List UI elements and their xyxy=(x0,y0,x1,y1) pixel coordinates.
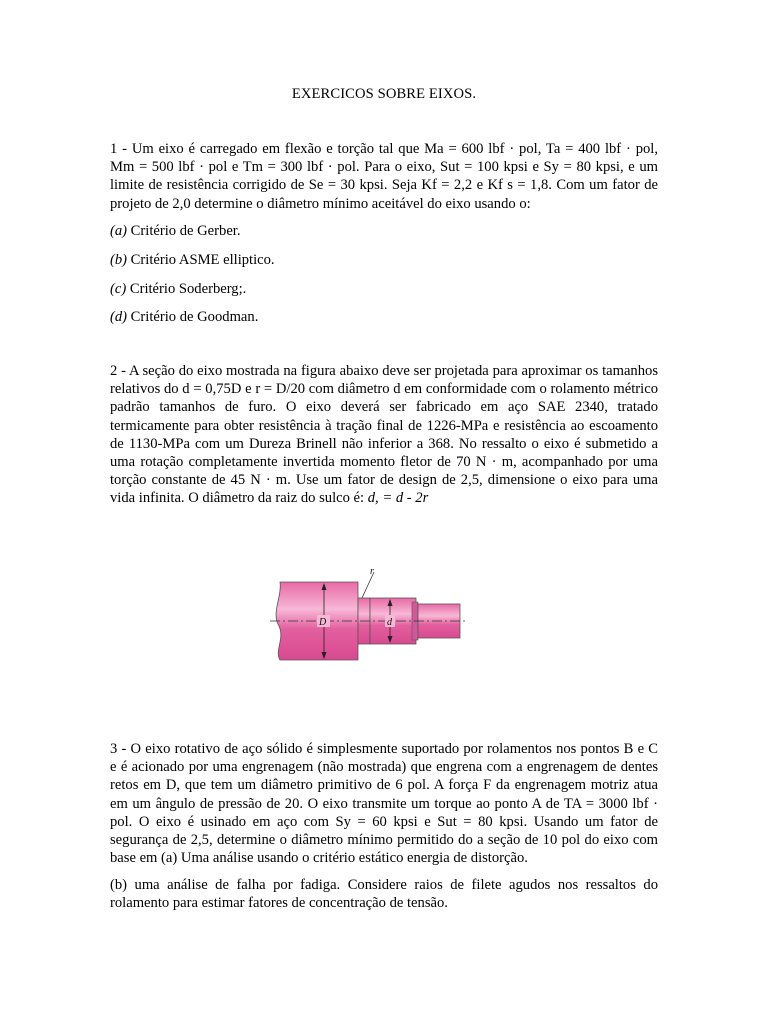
q1-option-b-text: Critério ASME elliptico. xyxy=(127,252,275,268)
q1-option-d-text: Critério de Goodman. xyxy=(127,309,259,325)
question-2-text xyxy=(110,362,658,508)
label-d: d xyxy=(387,617,392,628)
q1-option-d xyxy=(110,308,658,326)
shaft-diagram xyxy=(266,564,470,670)
question-3-text: 3 - O eixo rotativo de aço sólido é simplesmente suportado por rolamentos nos pontos B e C e é acionado por uma engrenagem (não mostrada) que engrena com a engrenagem de dentes retos em D, que tem um diâmetro primitivo de 6 pol. A força F da engrenagem motriz atua em um ângulo de pressão de 20. O eixo transmite um torque ao ponto A de TA = 3000 lbf · pol. O eixo é usinado em aço com Sy = 60 kpsi e Sut = 80 kpsi. Usando um fator de segurança de 2,5, determine o diâmetro mínimo permitido do a seção de 10 pol do eixo com base em (a) Uma análise usando o critério estático energia de distorção. xyxy=(110,741,658,867)
q1-option-a-text: Critério de Gerber. xyxy=(127,223,241,239)
label-D: D xyxy=(319,617,327,628)
q1-option-c-letter: (c) xyxy=(110,281,127,297)
question-3-part-b: (b) uma análise de falha por fadiga. Considere raios de filete agudos nos ressaltos do rolamento para estimar fatores de concentração de tensão. xyxy=(110,877,658,912)
question-1-text: 1 - Um eixo é carregado em flexão e torção tal que Ma = 600 lbf · pol, Ta = 400 lbf · pol, Mm = 500 lbf · pol e Tm = 300 lbf · pol. Para o eixo, Sut = 100 kpsi e Sy = 80 kpsi, e um limite de resistência corrigido de Se = 30 kpsi. Seja Kf = 2,2 e Kf s = 1,8. Com um fator de projeto de 2,0 determine o diâmetro mínimo aceitável do eixo usando o: xyxy=(110,141,658,212)
q2-formula: d, = d - 2r xyxy=(367,490,429,507)
q1-option-a-letter: (a) xyxy=(110,223,128,239)
q1-option-b xyxy=(110,251,658,269)
q1-option-a xyxy=(110,222,658,240)
page-title: EXERCICOS SOBRE EIXOS. xyxy=(291,86,477,102)
shaft-figure xyxy=(266,564,470,670)
label-r: r xyxy=(370,566,374,577)
q1-option-b-letter: (b) xyxy=(110,252,128,268)
q1-option-c-text: Critério Soderberg;. xyxy=(126,281,247,297)
q2-body: 2 - A seção do eixo mostrada na figura abaixo deve ser projetada para aproximar os tamanhos relativos do d = 0,75D e r = D/20 com diâmetro d em conformidade com o rolamento métrico padrão tamanhos de furo. O eixo deverá ser fabricado em aço SAE 2340, tratado termicamente para obter resistência à tração final de 1226-MPa e resistência ao escoamento de 1130-MPa com um Dureza Brinell não inferior a 368. No ressalto o eixo é submetido a uma rotação completamente invertida momento fletor de 70 N · m, acompanhado por uma torção constante de 45 N · m. Use um fator de design de 2,5, dimensione o eixo para uma vida infinita. O diâmetro da raiz do sulco é: xyxy=(110,363,658,507)
q1-option-c xyxy=(110,280,658,298)
q1-option-d-letter: (d) xyxy=(110,309,128,325)
